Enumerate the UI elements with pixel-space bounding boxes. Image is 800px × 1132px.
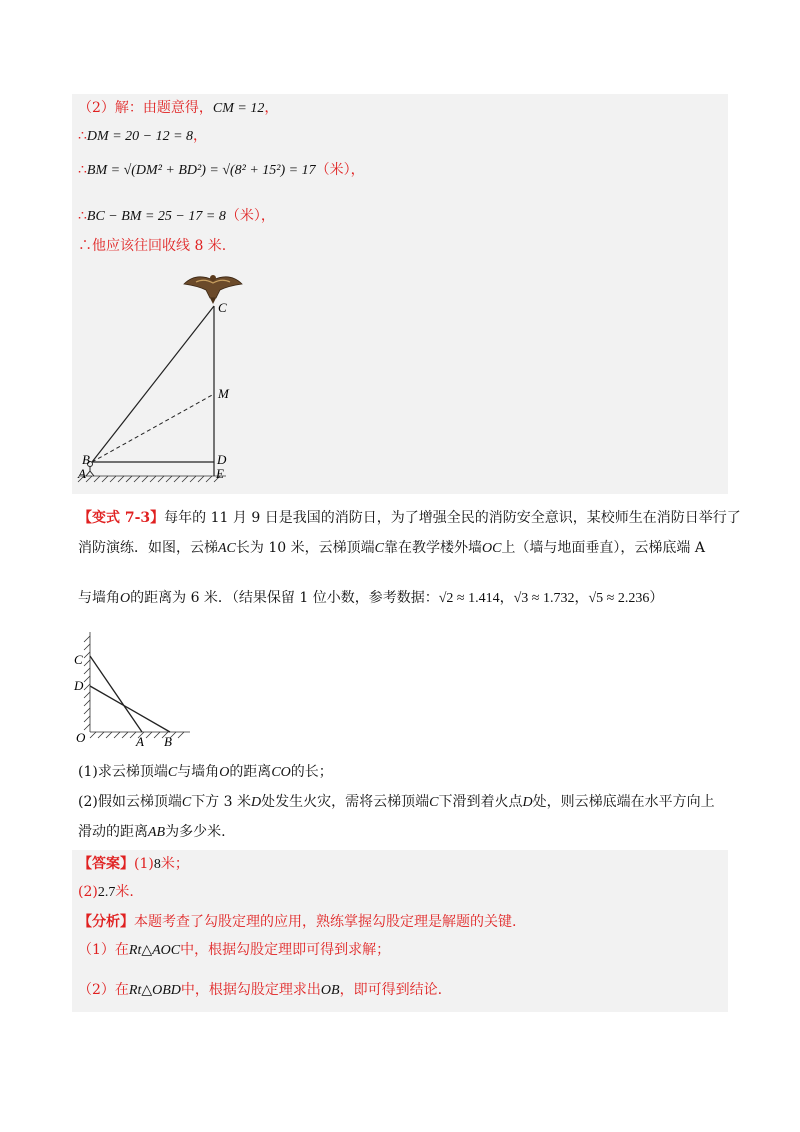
label-A: A xyxy=(136,734,144,748)
label-B: B xyxy=(164,734,172,748)
question-2-line-1: (2)假如云梯顶端C下方 3 米D处发生火灾，需将云梯顶端C下滑到着火点D处，则云梯底端在水平方向上 xyxy=(78,794,715,810)
analysis-line: 【分析】本题考查了勾股定理的应用，熟练掌握勾股定理是解题的关键. xyxy=(78,914,517,930)
problem-line-3: 与墙角O的距离为 6 米．（结果保留 1 位小数，参考数据：√2 ≈ 1.414，√3 ≈ 1.732，√5 ≈ 2.236） xyxy=(78,590,664,606)
question-1: (1)求云梯顶端C与墙角O的距离CO的长； xyxy=(78,764,333,780)
answer-panel xyxy=(72,850,728,1012)
answer-line-1: 【答案】(1)8米； xyxy=(78,856,189,872)
solution-line-5: ∴他应该往回收线 8 米. xyxy=(78,238,227,254)
analysis-step-2: （2）在Rt△OBD中，根据勾股定理求出OB，即可得到结论. xyxy=(78,982,443,998)
wall-hatch xyxy=(84,632,90,732)
solution-line-2: ∴DM = 20 − 12 = 8， xyxy=(78,128,208,144)
kite-bird-icon xyxy=(184,275,242,304)
label-D: D xyxy=(74,678,84,693)
ladder-DB xyxy=(90,686,170,732)
solution-line-3: ∴BM = √(DM² + BD²) = √(8² + 15²) = 17（米）， xyxy=(78,162,365,178)
ladder-CA xyxy=(90,656,142,732)
label-O: O xyxy=(76,730,86,745)
segment-BC xyxy=(92,306,214,462)
solution-panel xyxy=(72,94,728,494)
label-C: C xyxy=(218,300,227,315)
solution-line-4: ∴BC − BM = 25 − 17 = 8（米）， xyxy=(78,208,275,224)
problem-line-2: 消防演练．如图，云梯AC长为 10 米，云梯顶端C靠在教学楼外墙OC上（墙与地面垂直），云梯底端 A xyxy=(78,540,705,556)
ladder-diagram xyxy=(72,628,202,748)
label-D: D xyxy=(217,452,227,467)
problem-line-1: 【变式 7-3】每年的 11 月 9 日是我国的消防日，为了增强全民的消防安全意识，某校师生在消防日举行了 xyxy=(78,510,741,526)
segment-BM xyxy=(92,394,214,462)
ground-hatch xyxy=(78,476,226,482)
label-B: B xyxy=(82,452,90,467)
label-A: A xyxy=(78,466,86,481)
label-E: E xyxy=(216,466,224,481)
solution-line-1: （2）解：由题意得，CM = 12， xyxy=(78,100,279,116)
label-M: M xyxy=(218,386,229,401)
analysis-step-1: （1）在Rt△AOC中，根据勾股定理即可得到求解； xyxy=(78,942,391,958)
kite-diagram xyxy=(76,266,276,486)
answer-line-2: (2)2.7米. xyxy=(78,884,134,900)
label-C: C xyxy=(74,652,83,667)
question-2-line-2: 滑动的距离AB为多少米. xyxy=(78,824,226,840)
